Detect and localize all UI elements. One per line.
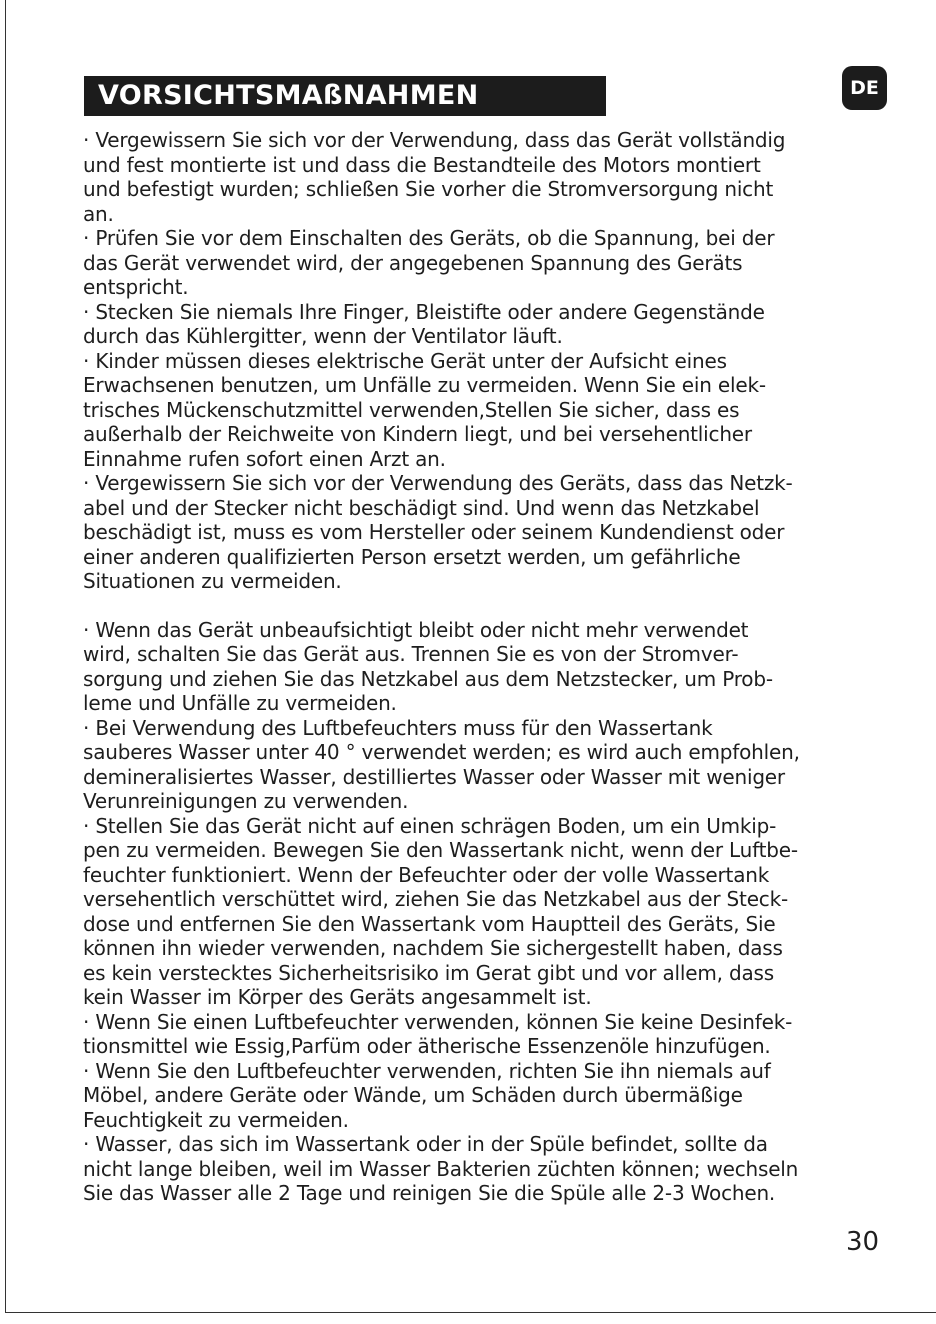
- precaution-item-assembly: · Vergewissern Sie sich vor der Verwendung, dass das Gerät vollständig und fest montierte ist und dass die Bestandteile des Motors montiert und befestigt wurden; schließen Sie vorher die Stromversorgung nicht an.: [83, 128, 786, 226]
- language-badge: DE: [842, 66, 887, 110]
- precaution-item-water-quality: · Bei Verwendung des Luftbefeuchters muss für den Wassertank sauberes Wasser unter 40 ° verwendet werden; es wird auch empfohlen, demineralisiertes Wasser, destilliertes Wasser oder Wasser mit weniger Verunreinigungen zu verwenden.: [83, 715, 800, 813]
- precaution-item-power-cable: · Vergewissern Sie sich vor der Verwendung des Geräts, dass das Netzk- abel und der Stecker nicht beschädigt sind. Und wenn das Netzkabel beschädigt ist, muss es vom Hersteller oder seinem Kundendienst oder einer anderen qualifizierten Person ersetzt werden, um gefährliche Situationen zu vermeiden.: [83, 471, 793, 593]
- precaution-item-direction: · Wenn Sie den Luftbefeuchter verwenden, richten Sie ihn niemals auf Möbel, andere Geräte oder Wände, um Schäden durch übermäßige Feuchtigkeit zu vermeiden.: [83, 1058, 771, 1132]
- precaution-item-children: · Kinder müssen dieses elektrische Gerät unter der Aufsicht eines Erwachsenen benutzen, um Unfälle zu vermeiden. Wenn Sie ein elek- trisches Mückenschutzmittel verwenden,Stellen Sie sicher, dass es außerhalb der Reichweite von Kindern liegt, und bei versehentlicher Einnahme rufen sofort einen Arzt an.: [83, 348, 766, 471]
- page-edge-left: [5, 0, 6, 1312]
- page-number: 30: [846, 1227, 880, 1257]
- page-edge-bottom: [5, 1312, 936, 1313]
- precaution-item-additives: · Wenn Sie einen Luftbefeuchter verwenden, können Sie keine Desinfek- tionsmittel wie Essig,Parfüm oder ätherische Essenzenöle hinzufügen.: [83, 1009, 793, 1058]
- precaution-item-unattended: · Wenn das Gerät unbeaufsichtigt bleibt oder nicht mehr verwendet wird, schalten Sie das Gerät aus. Trennen Sie es von der Stromver- sorgung und ziehen Sie das Netzkabel aus dem Netzstecker, um Prob- leme und Unfälle zu vermeiden.: [83, 617, 773, 715]
- precaution-item-voltage: · Prüfen Sie vor dem Einschalten des Geräts, ob die Spannung, bei der das Gerät verwendet wird, der angegebenen Spannung des Geräts entspricht.: [83, 226, 775, 299]
- precaution-item-water-change: · Wasser, das sich im Wassertank oder in der Spüle befindet, sollte da nicht lange bleiben, weil im Wasser Bakterien züchten können; wechseln Sie das Wasser alle 2 Tage und reinigen Sie die Spüle alle 2-3 Wochen.: [83, 1132, 799, 1205]
- section-title: VORSICHTSMAßNAHMEN: [84, 76, 606, 116]
- precaution-item-fingers: · Stecken Sie niemals Ihre Finger, Bleistifte oder andere Gegenstände durch das Kühlergitter, wenn der Ventilator läuft.: [83, 299, 765, 348]
- precautions-text: [83, 128, 873, 1206]
- precaution-item-placement: · Stellen Sie das Gerät nicht auf einen schrägen Boden, um ein Umkip- pen zu vermeiden. Bewegen Sie den Wassertank nicht, wenn der Luftbe- feuchter funktioniert. Wenn der Befeuchter oder der volle Wassertank versehentlich verschüttet wird, ziehen Sie das Netzkabel aus der Steck- dose und entfernen Sie den Wassertank vom Hauptteil des Geräts, Sie können ihn wieder verwenden, nachdem Sie sichergestellt haben, dass es kein verstecktes Sicherheitsrisiko im Gerat gibt und vor allem, dass kein Wasser im Körper des Geräts angesammelt ist.: [83, 813, 798, 1009]
